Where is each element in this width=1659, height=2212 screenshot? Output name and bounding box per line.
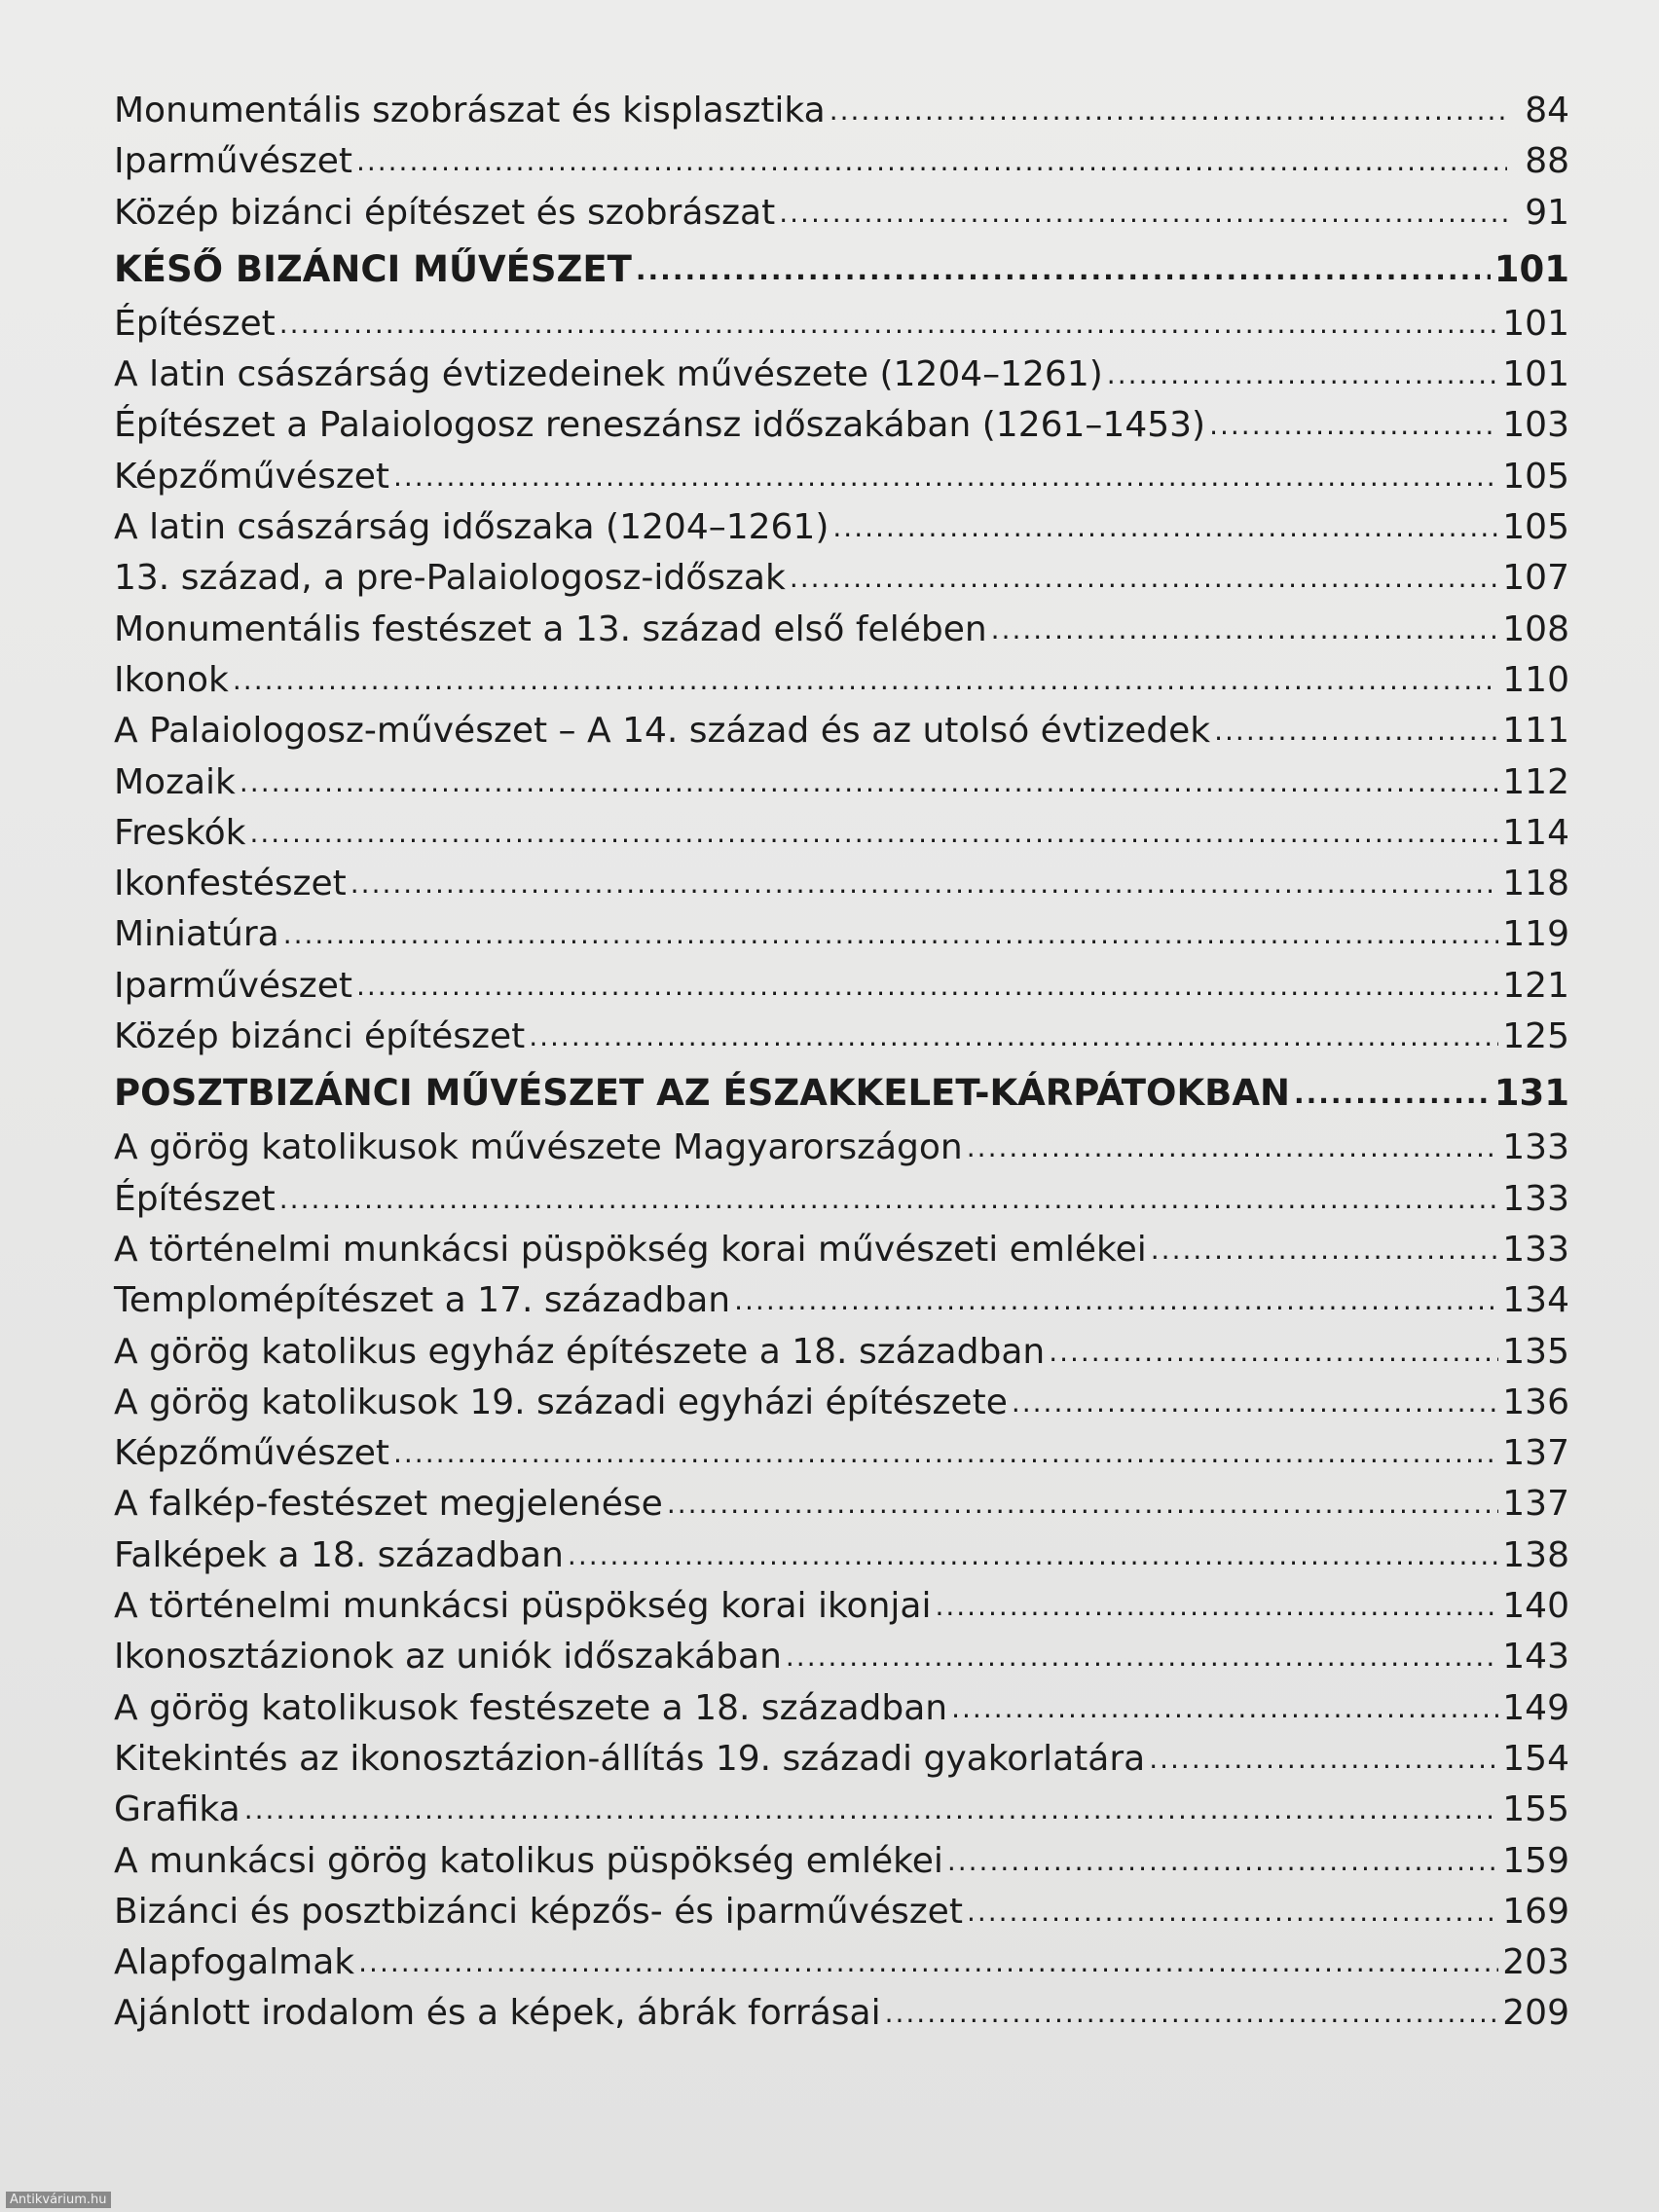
toc-page-number: 203: [1502, 1942, 1569, 1983]
toc-entry: [114, 136, 1569, 187]
toc-entry: [114, 400, 1569, 451]
toc-page-number: 159: [1502, 1840, 1569, 1881]
toc-entry: [114, 1275, 1569, 1326]
toc-entry-title: Kitekintés az ikonosztázion-állítás 19. századi gyakorlatára: [114, 1738, 1146, 1779]
toc-page-number: 155: [1502, 1789, 1569, 1830]
toc-page-number: 108: [1502, 608, 1569, 649]
toc-page-number: 110: [1502, 659, 1569, 700]
toc-page-number: 107: [1502, 558, 1569, 599]
toc-entry: [114, 553, 1569, 604]
toc-entry-title: A történelmi munkácsi püspökség korai ikonjai: [114, 1586, 932, 1627]
toc-entry-title: Építészet: [114, 1178, 276, 1219]
toc-page-number: 136: [1502, 1382, 1569, 1422]
toc-entry-title: Bizánci és posztbizánci képzős- és iparművészet: [114, 1891, 963, 1932]
toc-dot-leader: [1049, 1325, 1498, 1378]
toc-entry-title: A görög katolikusok 19. századi egyházi építészete: [114, 1382, 1008, 1422]
toc-page-number: 125: [1502, 1016, 1569, 1057]
toc-entry-title: Közép bizánci építészet és szobrászat: [114, 192, 776, 233]
toc-dot-leader: [790, 551, 1498, 604]
toc-entry: [114, 1530, 1569, 1581]
toc-entry-title: Templomépítészet a 17. században: [114, 1280, 731, 1321]
toc-dot-leader: [935, 1579, 1498, 1632]
toc-entry: [114, 1428, 1569, 1479]
toc-page-number: 84: [1525, 91, 1569, 130]
toc-entry-title: A Palaiologosz-művészet – A 14. század és az utolsó évtizedek: [114, 711, 1211, 752]
toc-entry-title: A történelmi munkácsi püspökség korai művészeti emlékei: [114, 1229, 1147, 1270]
toc-dot-leader: [734, 1273, 1498, 1326]
toc-page-number: 133: [1502, 1178, 1569, 1219]
toc-page-number: 103: [1502, 405, 1569, 446]
toc-entry-title: KÉSŐ BIZÁNCI MŰVÉSZET: [114, 247, 632, 290]
toc-page-number: 137: [1502, 1484, 1569, 1525]
toc-entry: [114, 1937, 1569, 1988]
toc-entry-title: Ikonok: [114, 659, 229, 700]
toc-dot-leader: [1294, 1060, 1491, 1125]
toc-dot-leader: [350, 857, 1499, 909]
toc-page-number: 140: [1502, 1586, 1569, 1627]
toc-dot-leader: [233, 653, 1498, 706]
toc-entry: [114, 961, 1569, 1012]
toc-dot-leader: [1107, 348, 1498, 400]
toc-dot-leader: [991, 603, 1499, 655]
toc-dot-leader: [393, 1426, 1498, 1479]
toc-entry: [114, 502, 1569, 553]
toc-entry: [114, 1012, 1569, 1062]
toc-entry: [114, 1734, 1569, 1785]
toc-dot-leader: [947, 1834, 1498, 1887]
toc-entry-title: Mozaik: [114, 761, 236, 802]
toc-page-number: 133: [1502, 1127, 1569, 1168]
toc-entry-title: Építészet a Palaiologosz reneszánsz időszakában (1261–1453): [114, 405, 1206, 446]
toc-dot-leader: [358, 1936, 1498, 1988]
toc-page-number: 133: [1502, 1229, 1569, 1270]
toc-entry: [114, 1887, 1569, 1937]
toc-dot-leader: [832, 500, 1498, 553]
toc-page-number: 105: [1502, 456, 1569, 497]
toc-entry: [114, 859, 1569, 909]
toc-entry: [114, 909, 1569, 960]
toc-page-number: 101: [1493, 247, 1569, 290]
toc-dot-leader: [249, 806, 1498, 859]
toc-entry-title: A latin császárság időszaka (1204–1261): [114, 507, 830, 548]
toc-dot-leader: [1214, 704, 1498, 756]
toc-page-number: 134: [1502, 1280, 1569, 1321]
toc-entry: [114, 1225, 1569, 1275]
toc-entry-title: Miniatúra: [114, 914, 279, 955]
toc-dot-leader: [1151, 1223, 1499, 1275]
toc-entry: [114, 1836, 1569, 1887]
toc-entry-title: A munkácsi görög katolikus püspökség emlékei: [114, 1840, 943, 1881]
toc-dot-leader: [356, 134, 1507, 187]
toc-dot-leader: [356, 959, 1498, 1012]
toc-entry-title: Építészet: [114, 303, 276, 344]
toc-page-number: 105: [1502, 507, 1569, 548]
toc-dot-leader: [951, 1681, 1498, 1734]
toc-dot-leader: [667, 1477, 1498, 1530]
toc-dot-leader: [568, 1529, 1498, 1581]
toc-page-number: 114: [1502, 812, 1569, 853]
toc-entry-title: A latin császárság évtizedeinek művészete (1204–1261): [114, 354, 1103, 395]
toc-entry-title: Iparművészet: [114, 965, 352, 1006]
toc-entry-title: Monumentális szobrászat és kisplasztika: [114, 91, 826, 130]
toc-dot-leader: [1209, 398, 1498, 451]
toc-entry: [114, 86, 1569, 136]
toc-dot-leader: [279, 1172, 1499, 1225]
toc-entry: [114, 757, 1569, 808]
toc-page-number: 111: [1502, 711, 1569, 752]
watermark: Antikvárium.hu: [6, 2192, 111, 2208]
toc-page-number: 154: [1502, 1738, 1569, 1779]
toc-entry-title: Ajánlott irodalom és a képek, ábrák forrásai: [114, 1993, 881, 2034]
toc-page-number: 121: [1502, 965, 1569, 1006]
toc-dot-leader: [779, 186, 1507, 239]
toc-entry-title: Képzőművészet: [114, 456, 389, 497]
toc-entry-title: Monumentális festészet a 13. század első felében: [114, 608, 987, 649]
table-of-contents: [114, 86, 1569, 2040]
toc-entry: [114, 1479, 1569, 1530]
toc-page-number: 112: [1502, 761, 1569, 802]
toc-entry: [114, 1123, 1569, 1173]
toc-dot-leader: [636, 237, 1491, 302]
toc-section-heading: [114, 1062, 1569, 1123]
toc-dot-leader: [786, 1630, 1498, 1682]
toc-page-number: 137: [1502, 1433, 1569, 1474]
toc-dot-leader: [244, 1783, 1499, 1835]
toc-page-number: 138: [1502, 1534, 1569, 1575]
toc-entry-title: Ikonosztázionok az uniók időszakában: [114, 1637, 782, 1677]
toc-entry: [114, 299, 1569, 350]
toc-page-number: 88: [1525, 141, 1569, 182]
toc-entry-title: POSZTBIZÁNCI MŰVÉSZET AZ ÉSZAKKELET-KÁRPÁTOKBAN: [114, 1072, 1290, 1115]
toc-dot-leader: [393, 450, 1498, 502]
toc-dot-leader: [529, 1010, 1498, 1062]
toc-entry-title: Freskók: [114, 812, 246, 853]
toc-entry-title: A görög katolikusok festészete a 18. században: [114, 1687, 948, 1728]
toc-page-number: 135: [1502, 1331, 1569, 1372]
toc-entry-title: A falkép-festészet megjelenése: [114, 1484, 663, 1525]
toc-entry: [114, 1683, 1569, 1734]
toc-page-number: 119: [1502, 914, 1569, 955]
toc-page-number: 101: [1502, 354, 1569, 395]
toc-entry: [114, 1632, 1569, 1682]
toc-dot-leader: [1012, 1376, 1498, 1428]
toc-entry: [114, 1174, 1569, 1225]
toc-page-number: 131: [1493, 1072, 1569, 1115]
toc-dot-leader: [830, 84, 1507, 136]
toc-entry: [114, 452, 1569, 502]
toc-entry-title: Iparművészet: [114, 141, 352, 182]
toc-dot-leader: [283, 907, 1499, 960]
toc-page-number: 143: [1502, 1637, 1569, 1677]
toc-entry: [114, 1988, 1569, 2039]
toc-entry: [114, 350, 1569, 400]
toc-entry-title: 13. század, a pre-Palaiologosz-időszak: [114, 558, 786, 599]
toc-entry-title: Grafika: [114, 1789, 240, 1830]
toc-dot-leader: [885, 1986, 1499, 2039]
toc-entry: [114, 605, 1569, 655]
toc-entry-title: A görög katolikus egyház építészete a 18. században: [114, 1331, 1046, 1372]
toc-entry-title: A görög katolikusok művészete Magyarországon: [114, 1127, 963, 1168]
toc-entry: [114, 808, 1569, 859]
toc-entry: [114, 706, 1569, 756]
toc-dot-leader: [967, 1885, 1498, 1937]
toc-entry-title: Közép bizánci építészet: [114, 1016, 526, 1057]
toc-page-number: 209: [1502, 1993, 1569, 2034]
toc-dot-leader: [279, 297, 1499, 350]
toc-dot-leader: [1149, 1732, 1498, 1785]
toc-section-heading: [114, 239, 1569, 299]
toc-entry: [114, 1785, 1569, 1835]
toc-dot-leader: [240, 756, 1498, 808]
toc-entry: [114, 1581, 1569, 1632]
toc-entry-title: Képzőművészet: [114, 1433, 389, 1474]
toc-page-number: 118: [1502, 864, 1569, 904]
toc-page-number: 169: [1502, 1891, 1569, 1932]
toc-entry: [114, 1378, 1569, 1428]
toc-page-number: 91: [1525, 192, 1569, 233]
toc-page-number: 149: [1502, 1687, 1569, 1728]
toc-entry: [114, 1327, 1569, 1378]
toc-entry-title: Alapfogalmak: [114, 1942, 355, 1983]
toc-entry-title: Falképek a 18. században: [114, 1534, 564, 1575]
toc-page-number: 101: [1502, 303, 1569, 344]
toc-entry-title: Ikonfestészet: [114, 864, 347, 904]
toc-entry: [114, 188, 1569, 239]
toc-entry: [114, 655, 1569, 706]
toc-dot-leader: [967, 1121, 1499, 1173]
